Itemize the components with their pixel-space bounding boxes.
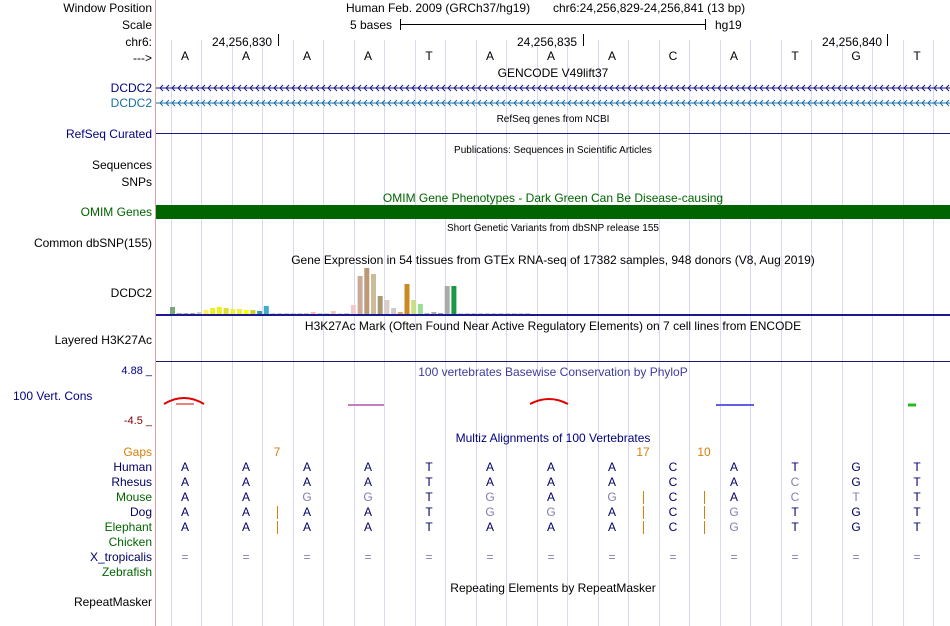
alignment-base: A xyxy=(546,475,556,489)
alignment-base: = xyxy=(486,550,494,564)
alignment-base: = xyxy=(303,550,311,564)
alignment-base: A xyxy=(729,490,739,504)
alignment-base: A xyxy=(180,475,190,489)
alignment-base: = xyxy=(547,550,555,564)
gtex-tissue-bar[interactable] xyxy=(505,313,510,314)
gencode-gene-label-2[interactable]: DCDC2 xyxy=(110,96,152,110)
scale-label: Scale xyxy=(121,18,152,32)
alignment-base: A xyxy=(607,475,617,489)
alignment-base: T xyxy=(791,505,799,519)
gtex-tissue-bar[interactable] xyxy=(378,296,383,314)
alignment-base: = xyxy=(791,550,799,564)
gtex-tissue-bar[interactable] xyxy=(277,313,282,314)
alignment-base: G xyxy=(851,520,861,534)
gtex-tissue-bar[interactable] xyxy=(224,308,229,314)
gtex-tissue-bar[interactable] xyxy=(324,313,329,314)
gtex-tissue-bar[interactable] xyxy=(257,311,262,314)
alignment-base: = xyxy=(425,550,433,564)
alignment-base: = xyxy=(608,550,616,564)
grid-line xyxy=(415,40,416,626)
position-tick-mark-2 xyxy=(583,34,584,46)
grid-line xyxy=(354,40,355,626)
scale-bar-tick-right xyxy=(705,19,706,30)
grid-line xyxy=(628,40,629,626)
base-letter: A xyxy=(302,49,312,63)
alignment-base: G xyxy=(363,490,373,504)
base-letter: A xyxy=(180,49,190,63)
gencode-track-title: GENCODE V49lift37 xyxy=(497,66,609,80)
gtex-tissue-bar[interactable] xyxy=(498,313,503,314)
repeatmasker-track-label[interactable]: RepeatMasker xyxy=(73,595,152,609)
gap-count: 10 xyxy=(697,445,711,459)
chrom-label: chr6: xyxy=(125,35,152,49)
gtex-tissue-bar[interactable] xyxy=(331,311,336,314)
alignment-base: T xyxy=(913,505,921,519)
grid-line xyxy=(293,40,294,626)
alignment-base: T xyxy=(425,490,433,504)
grid-line xyxy=(689,40,690,626)
gtex-tissue-bar[interactable] xyxy=(472,313,477,314)
gtex-tissue-bar[interactable] xyxy=(351,305,356,314)
gencode-gene-models[interactable] xyxy=(156,80,950,110)
species-label[interactable]: X_tropicalis xyxy=(89,550,152,564)
position-tick-mark-3 xyxy=(887,34,888,46)
insertion-marker xyxy=(704,491,705,504)
grid-line xyxy=(872,40,873,626)
alignment-base: = xyxy=(852,550,860,564)
gtex-tissue-bar[interactable] xyxy=(485,313,490,314)
alignment-base: G xyxy=(851,460,861,474)
alignment-base: T xyxy=(913,520,921,534)
grid-line xyxy=(659,40,660,626)
phylop-max-label: 4.88 _ xyxy=(121,365,152,377)
alignment-base: G xyxy=(729,505,739,519)
gtex-tissue-bar[interactable] xyxy=(317,313,322,314)
scale-bar-text: 5 bases xyxy=(350,18,393,32)
gap-count: 7 xyxy=(273,445,281,459)
alignment-base: C xyxy=(790,490,800,504)
species-label[interactable]: Human xyxy=(113,460,152,474)
alignment-base: G xyxy=(546,505,556,519)
alignment-base: = xyxy=(913,550,921,564)
insertion-marker xyxy=(643,506,644,519)
gtex-tissue-bar[interactable] xyxy=(431,312,436,314)
gtex-tissue-bar[interactable] xyxy=(217,307,222,314)
position-tick-2: 24,256,835 xyxy=(517,35,578,49)
track-labels-column xyxy=(0,0,155,626)
gtex-tissue-bar[interactable] xyxy=(338,313,343,314)
alignment-base: C xyxy=(790,475,800,489)
alignment-base: A xyxy=(180,520,190,534)
phylop-track-title: 100 vertebrates Basewise Conservation by PhyloP xyxy=(418,365,688,379)
species-label[interactable]: Zebrafish xyxy=(101,565,152,579)
alignment-base: T xyxy=(913,475,921,489)
grid-line xyxy=(323,40,324,626)
grid-line xyxy=(842,40,843,626)
gtex-track-title: Gene Expression in 54 tissues from GTEx RNA-seq of 17382 samples, 948 donors (V8, Aug 2019) xyxy=(291,253,815,267)
gtex-tissue-bar[interactable] xyxy=(284,313,289,314)
omim-track-label[interactable]: OMIM Genes xyxy=(80,205,152,219)
gtex-tissue-bar[interactable] xyxy=(344,313,349,314)
alignment-base: A xyxy=(180,490,190,504)
grid-line xyxy=(201,40,202,626)
gtex-tissue-bar[interactable] xyxy=(244,310,249,314)
species-label[interactable]: Elephant xyxy=(104,520,152,534)
alignment-base: A xyxy=(607,520,617,534)
refseq-track-label[interactable]: RefSeq Curated xyxy=(65,127,152,141)
alignment-base: G xyxy=(485,490,495,504)
alignment-base: A xyxy=(180,505,190,519)
alignment-base: C xyxy=(668,460,678,474)
grid-line xyxy=(781,40,782,626)
alignment-base: T xyxy=(791,520,799,534)
gtex-tissue-bar[interactable] xyxy=(445,286,450,314)
alignment-base: G xyxy=(607,490,617,504)
h3k27ac-baseline xyxy=(156,361,950,362)
insertion-marker xyxy=(643,491,644,504)
publications-track-title: Publications: Sequences in Scientific Articles xyxy=(454,145,652,156)
phylop-track-label[interactable]: 100 Vert. Cons xyxy=(13,389,93,403)
alignment-base: = xyxy=(181,550,189,564)
insertion-marker xyxy=(643,521,644,534)
gtex-tissue-bar[interactable] xyxy=(170,307,175,314)
gtex-tissue-bar[interactable] xyxy=(183,313,188,314)
alignment-base: T xyxy=(852,490,860,504)
base-letter: T xyxy=(913,49,921,63)
gtex-track-label[interactable]: DCDC2 xyxy=(110,286,152,300)
species-label[interactable]: Mouse xyxy=(115,490,152,504)
gtex-baseline xyxy=(156,314,950,316)
gtex-tissue-bar[interactable] xyxy=(438,313,443,314)
assembly-title: Human Feb. 2009 (GRCh37/hg19) xyxy=(346,1,531,15)
alignment-base: A xyxy=(241,460,251,474)
refseq-gene-line[interactable] xyxy=(156,133,950,134)
insertion-marker xyxy=(704,506,705,519)
alignment-base: A xyxy=(302,475,312,489)
omim-gene-bar[interactable] xyxy=(156,205,950,219)
alignment-base: = xyxy=(364,550,372,564)
gtex-tissue-bar[interactable] xyxy=(525,313,530,314)
gtex-tissue-bar[interactable] xyxy=(210,308,215,314)
alignment-base: A xyxy=(546,460,556,474)
gtex-tissue-bar[interactable] xyxy=(204,310,209,314)
grid-line xyxy=(567,40,568,626)
track-image-area[interactable] xyxy=(156,0,950,626)
gtex-tissue-bar[interactable] xyxy=(371,274,376,314)
gtex-tissue-bar[interactable] xyxy=(512,313,517,314)
window-position-label: Window Position xyxy=(63,1,152,15)
alignment-base: T xyxy=(425,505,433,519)
scale-bar-line xyxy=(400,24,706,25)
insertion-marker xyxy=(704,521,705,534)
alignment-base: T xyxy=(791,460,799,474)
alignment-base: A xyxy=(485,460,495,474)
gtex-tissue-bar[interactable] xyxy=(264,306,269,314)
h3k27ac-track-title: H3K27Ac Mark (Often Found Near Active Regulatory Elements) on 7 cell lines from ENCODE xyxy=(304,319,802,333)
grid-line xyxy=(262,40,263,626)
alignment-base: T xyxy=(913,490,921,504)
refseq-track-title: RefSeq genes from NCBI xyxy=(496,114,610,125)
gtex-tissue-bar[interactable] xyxy=(271,313,276,314)
insertion-marker xyxy=(277,521,278,534)
gtex-tissue-bar[interactable] xyxy=(418,304,423,314)
species-label[interactable]: Chicken xyxy=(108,535,152,549)
alignment-base: C xyxy=(668,475,678,489)
gtex-tissue-bar[interactable] xyxy=(237,309,242,314)
alignment-base: A xyxy=(363,460,373,474)
alignment-base: A xyxy=(607,505,617,519)
gtex-tissue-bar[interactable] xyxy=(311,312,316,314)
alignment-base: G xyxy=(302,490,312,504)
alignment-base: A xyxy=(485,475,495,489)
grid-line xyxy=(476,40,477,626)
gtex-expression-chart[interactable] xyxy=(156,266,950,318)
dbsnp-track-label[interactable]: Common dbSNP(155) xyxy=(33,236,152,250)
alignment-base: A xyxy=(546,490,556,504)
gtex-tissue-bar[interactable] xyxy=(492,313,497,314)
grid-line xyxy=(720,40,721,626)
grid-line xyxy=(811,40,812,626)
base-letter: A xyxy=(485,49,495,63)
gtex-tissue-bar[interactable] xyxy=(465,313,470,314)
snps-track-label[interactable]: SNPs xyxy=(121,175,152,189)
gtex-tissue-bar[interactable] xyxy=(250,310,255,314)
alignment-base: G xyxy=(485,505,495,519)
gtex-tissue-bar[interactable] xyxy=(230,309,235,314)
alignment-base: A xyxy=(546,520,556,534)
alignment-base: A xyxy=(180,460,190,474)
gencode-gene-label-1[interactable]: DCDC2 xyxy=(110,81,152,95)
repeatmasker-track-title: Repeating Elements by RepeatMasker xyxy=(450,581,656,595)
alignment-base: T xyxy=(425,520,433,534)
alignment-base: A xyxy=(241,475,251,489)
base-letter: C xyxy=(668,49,678,63)
gtex-tissue-bar[interactable] xyxy=(297,313,302,314)
scale-db-label: hg19 xyxy=(715,18,742,32)
gtex-tissue-bar[interactable] xyxy=(304,313,309,314)
gtex-tissue-bar[interactable] xyxy=(177,313,182,314)
gtex-tissue-bar[interactable] xyxy=(425,313,430,314)
base-letter: A xyxy=(241,49,251,63)
gaps-label: Gaps xyxy=(123,445,152,459)
grid-line xyxy=(933,40,934,626)
alignment-base: A xyxy=(363,475,373,489)
grid-line xyxy=(750,40,751,626)
alignment-base: C xyxy=(668,505,678,519)
alignment-base: C xyxy=(668,490,678,504)
gtex-tissue-bar[interactable] xyxy=(451,286,456,314)
alignment-base: A xyxy=(485,520,495,534)
position-tick-3: 24,256,840 xyxy=(822,35,883,49)
insertion-marker xyxy=(277,506,278,519)
grid-line xyxy=(598,40,599,626)
base-letter: A xyxy=(607,49,617,63)
alignment-base: A xyxy=(363,520,373,534)
alignment-base: = xyxy=(669,550,677,564)
base-letter: T xyxy=(425,49,433,63)
publications-track-label[interactable]: Sequences xyxy=(91,158,152,172)
phylop-signal[interactable] xyxy=(156,390,950,410)
gtex-tissue-bar[interactable] xyxy=(358,276,363,314)
gtex-tissue-bar[interactable] xyxy=(190,313,195,314)
species-label[interactable]: Dog xyxy=(129,505,152,519)
position-tick-1: 24,256,830 xyxy=(212,35,273,49)
grid-line xyxy=(232,40,233,626)
grid-line xyxy=(506,40,507,626)
gtex-tissue-bar[interactable] xyxy=(391,308,396,314)
gap-count: 17 xyxy=(636,445,650,459)
alignment-base: = xyxy=(242,550,250,564)
gtex-tissue-bar[interactable] xyxy=(384,300,389,314)
base-letter: A xyxy=(363,49,373,63)
alignment-base: = xyxy=(730,550,738,564)
base-letter: A xyxy=(546,49,556,63)
alignment-base: T xyxy=(425,475,433,489)
gtex-tissue-bar[interactable] xyxy=(197,312,202,314)
position-tick-mark-1 xyxy=(278,34,279,46)
alignment-base: G xyxy=(851,505,861,519)
strand-label: ---> xyxy=(133,51,152,65)
grid-line xyxy=(171,40,172,626)
h3k27ac-track-label[interactable]: Layered H3K27Ac xyxy=(54,333,152,347)
grid-line xyxy=(537,40,538,626)
multiz-track-title: Multiz Alignments of 100 Vertebrates xyxy=(455,431,651,445)
grid-line xyxy=(384,40,385,626)
alignment-base: T xyxy=(913,460,921,474)
phylop-peak-3 xyxy=(530,399,568,404)
alignment-base: T xyxy=(425,460,433,474)
scale-bar-tick-left xyxy=(400,19,401,30)
grid-line xyxy=(445,40,446,626)
base-letter: G xyxy=(851,49,861,63)
alignment-base: C xyxy=(668,520,678,534)
gtex-tissue-bar[interactable] xyxy=(478,313,483,314)
gtex-tissue-bar[interactable] xyxy=(405,284,410,314)
alignment-base: G xyxy=(851,475,861,489)
gtex-tissue-bar[interactable] xyxy=(411,300,416,314)
alignment-base: A xyxy=(241,505,251,519)
gtex-tissue-bar[interactable] xyxy=(398,312,403,314)
alignment-base: A xyxy=(729,460,739,474)
base-letter: T xyxy=(791,49,799,63)
species-label[interactable]: Rhesus xyxy=(111,475,152,489)
omim-track-title: OMIM Gene Phenotypes - Dark Green Can Be Disease-causing xyxy=(382,191,724,205)
gtex-tissue-bar[interactable] xyxy=(518,313,523,314)
gtex-tissue-bar[interactable] xyxy=(364,268,369,314)
phylop-peak-1 xyxy=(164,398,204,404)
gtex-tissue-bar[interactable] xyxy=(291,313,296,314)
alignment-base: A xyxy=(363,505,373,519)
window-position-text: chr6:24,256,829-24,256,841 (13 bp) xyxy=(553,1,746,15)
alignment-base: A xyxy=(241,520,251,534)
alignment-base: A xyxy=(302,520,312,534)
dbsnp-track-title: Short Genetic Variants from dbSNP release 155 xyxy=(447,223,659,234)
alignment-base: A xyxy=(729,475,739,489)
base-letter: A xyxy=(729,49,739,63)
alignment-base: A xyxy=(607,460,617,474)
gtex-tissue-bar[interactable] xyxy=(458,313,463,314)
phylop-min-label: -4.5 _ xyxy=(123,415,152,427)
alignment-base: A xyxy=(241,490,251,504)
grid-line xyxy=(903,40,904,626)
alignment-base: G xyxy=(729,520,739,534)
alignment-base: A xyxy=(302,460,312,474)
alignment-base: A xyxy=(302,505,312,519)
